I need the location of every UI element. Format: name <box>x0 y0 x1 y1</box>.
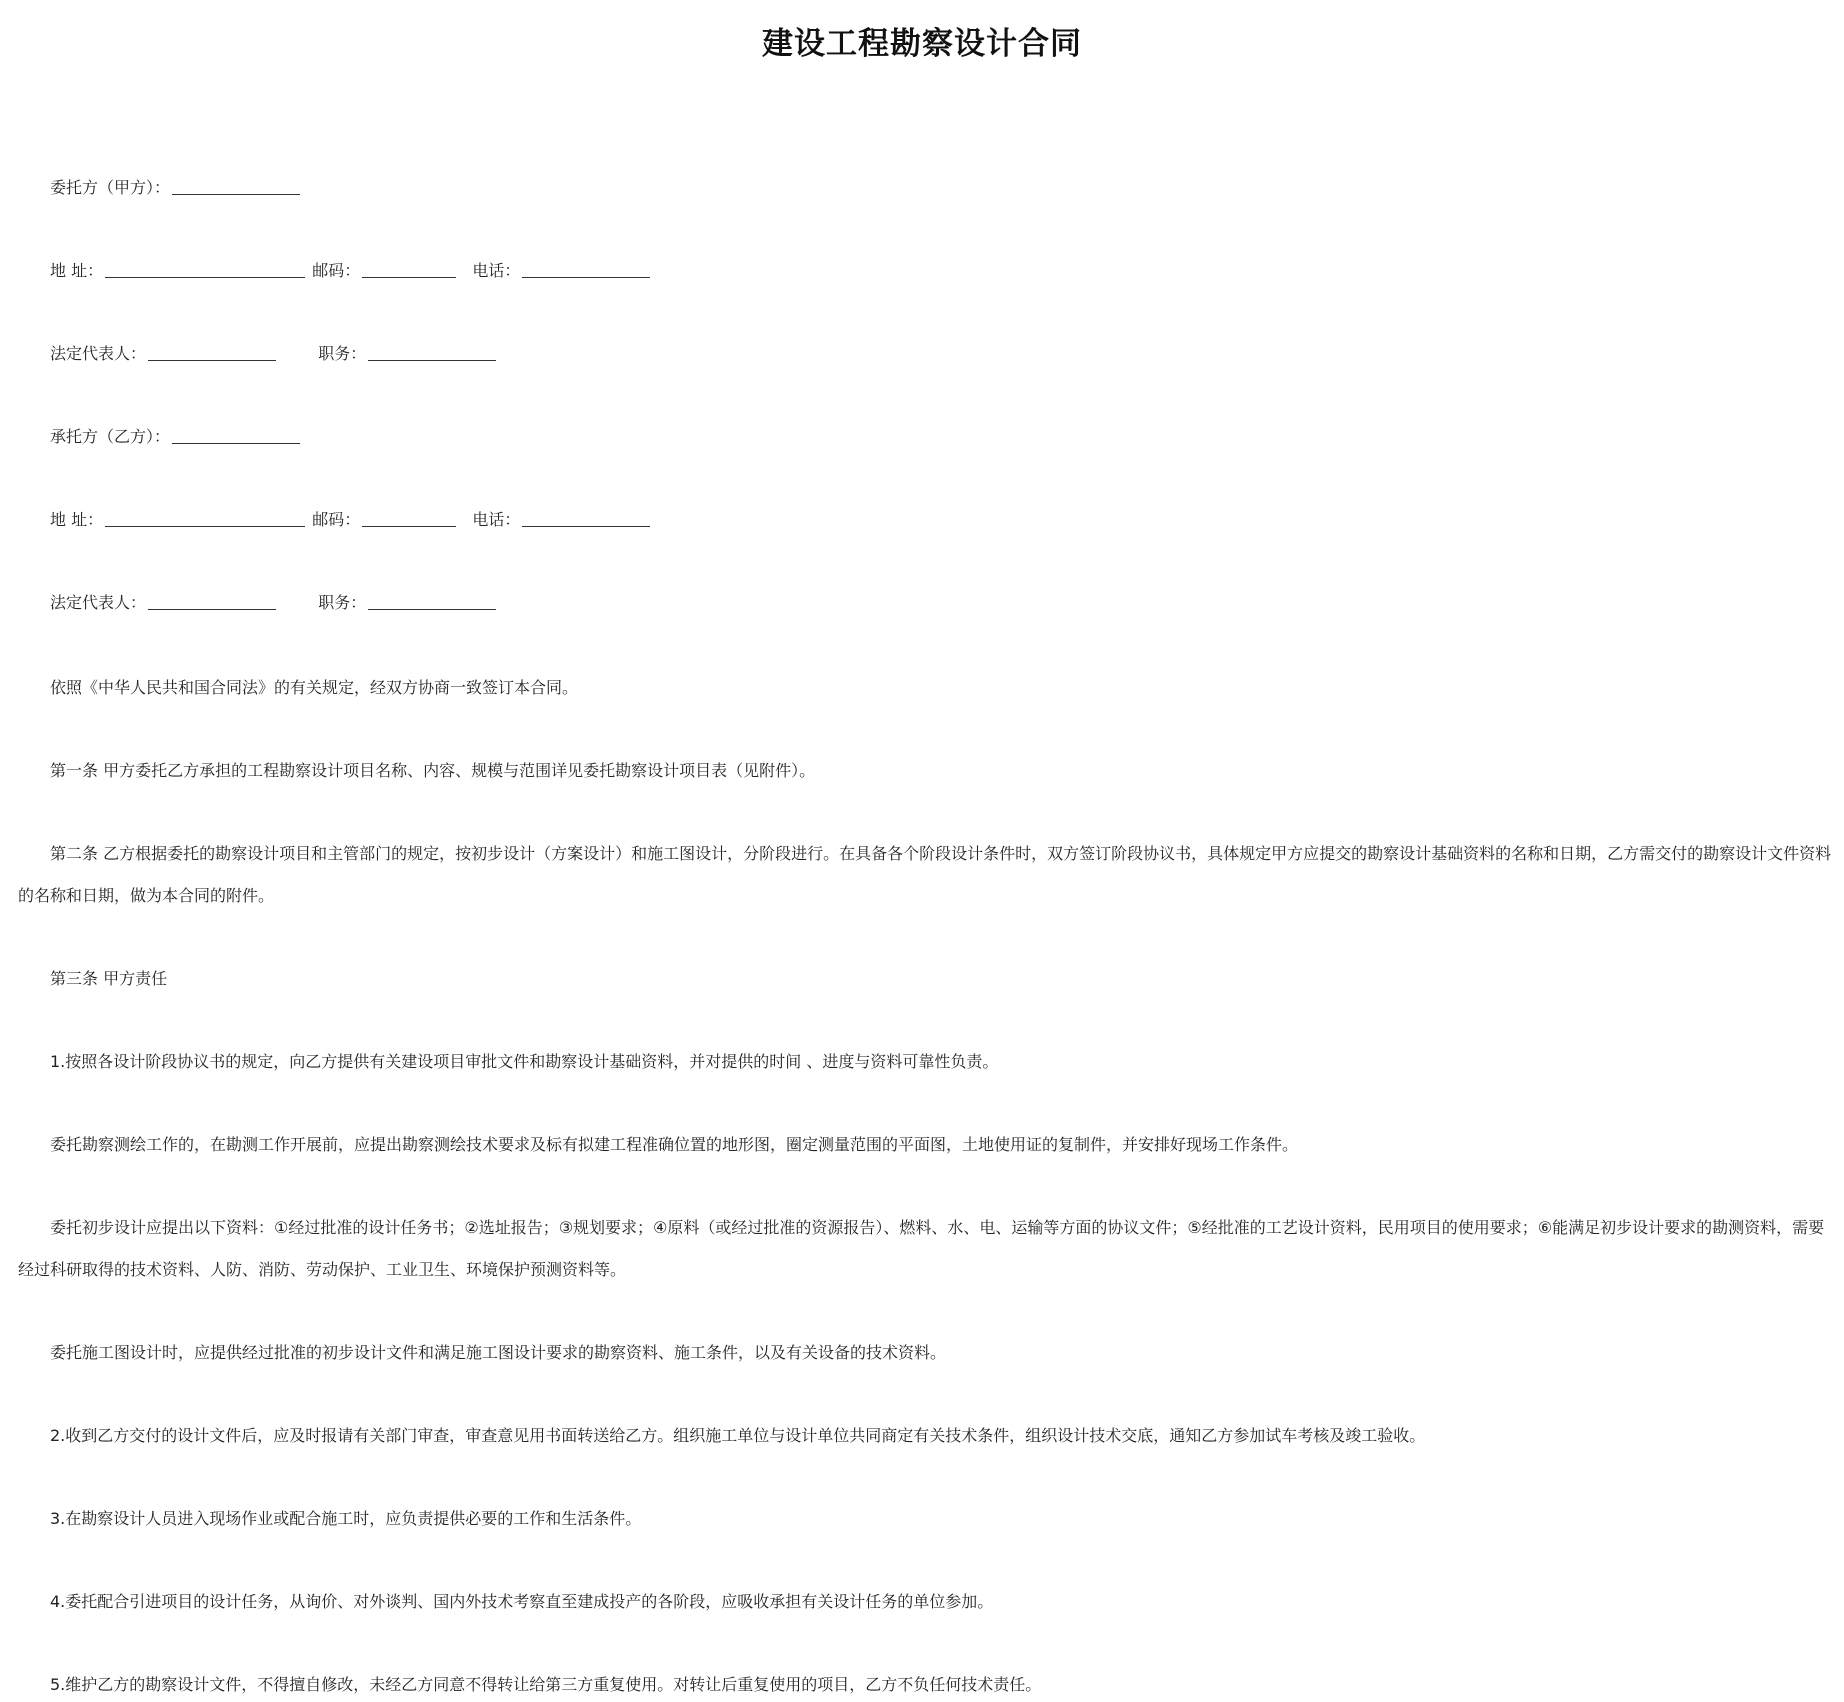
article-3-heading: 第三条 甲方责任 <box>50 969 168 988</box>
party-b-rep-label: 法定代表人： <box>50 593 147 612</box>
article-2-paragraph: 第二条 乙方根据委托的勘察设计项目和主管部门的规定，按初步设计（方案设计）和施工图设计，分阶段进行。在具备各个阶段设计条件时，双方签订阶段协议书，具体规定甲方应提交的勘察设计基础资料的名称和日期，乙方需交付的勘察设计文件资料的名称和日期，做为本合同的附件。 <box>18 844 1832 905</box>
party-a-rep-field[interactable] <box>148 344 276 361</box>
party-a-address-field[interactable] <box>105 261 305 278</box>
party-b-address-field[interactable] <box>105 510 305 527</box>
article-3-item-2: 2.收到乙方交付的设计文件后，应及时报请有关部门审查，审查意见用书面转送给乙方。组织施工单位与设计单位共同商定有关技术条件，组织设计技术交底，通知乙方参加试车考核及竣工验收。 <box>50 1426 1426 1445</box>
party-b-heading: 承托方（乙方）： <box>50 427 171 446</box>
party-a-heading: 委托方（甲方）： <box>50 178 171 197</box>
party-a-address-label: 地 址： <box>50 261 104 280</box>
party-b-position-label: 职务： <box>318 593 367 612</box>
party-b-rep-field[interactable] <box>148 593 276 610</box>
party-a-position-label: 职务： <box>318 344 367 363</box>
party-b-rep-line <box>50 593 498 613</box>
party-a-rep-label: 法定代表人： <box>50 344 147 363</box>
party-a-postcode-field[interactable] <box>362 261 456 278</box>
party-a-position-field[interactable] <box>368 344 496 361</box>
article-3-item-5: 5.维护乙方的勘察设计文件，不得擅自修改，未经乙方同意不得转让给第三方重复使用。对转让后重复使用的项目，乙方不负任何技术责任。 <box>50 1675 1042 1694</box>
party-b-postcode-field[interactable] <box>362 510 456 527</box>
article-3-item-1: 1.按照各设计阶段协议书的规定，向乙方提供有关建设项目审批文件和勘察设计基础资料，并对提供的时间 、进度与资料可靠性负责。 <box>50 1052 999 1071</box>
party-a-phone-field[interactable] <box>522 261 650 278</box>
party-b-address-label: 地 址： <box>50 510 104 529</box>
party-b-phone-field[interactable] <box>522 510 650 527</box>
party-b-heading-line <box>50 427 302 447</box>
party-b-phone-label: 电话： <box>472 510 521 529</box>
party-a-heading-line <box>50 178 302 198</box>
preliminary-design-paragraph: 委托初步设计应提出以下资料：①经过批准的设计任务书；②选址报告；③规划要求；④原料（或经过批准的资源报告）、燃料、水、电、运输等方面的协议文件；⑤经批准的工艺设计资料，民用项目的使用要求；⑥能满足初步设计要求的勘测资料，需要经过科研取得的技术资料、人防、消防、劳动保护、工业卫生、环境保护预测资料等。 <box>18 1218 1825 1279</box>
survey-paragraph: 委托勘察测绘工作的，在勘测工作开展前，应提出勘察测绘技术要求及标有拟建工程准确位置的地形图，圈定测量范围的平面图，土地使用证的复制件，并安排好现场工作条件。 <box>50 1135 1299 1154</box>
article-3-item-4: 4.委托配合引进项目的设计任务，从询价、对外谈判、国内外技术考察直至建成投产的各阶段，应吸收承担有关设计任务的单位参加。 <box>50 1592 994 1611</box>
article-3-item-3: 3.在勘察设计人员进入现场作业或配合施工时，应负责提供必要的工作和生活条件。 <box>50 1509 642 1528</box>
party-b-name-field[interactable] <box>172 427 300 444</box>
party-a-postcode-label: 邮码： <box>312 261 361 280</box>
party-b-address-line <box>50 510 652 530</box>
preamble-paragraph: 依照《中华人民共和国合同法》的有关规定，经双方协商一致签订本合同。 <box>50 678 579 697</box>
party-b-postcode-label: 邮码： <box>312 510 361 529</box>
party-a-phone-label: 电话： <box>472 261 521 280</box>
party-a-rep-line <box>50 344 498 364</box>
party-a-name-field[interactable] <box>172 178 300 195</box>
party-a-address-line <box>50 261 652 281</box>
construction-design-paragraph: 委托施工图设计时，应提供经过批准的初步设计文件和满足施工图设计要求的勘察资料、施工条件，以及有关设备的技术资料。 <box>50 1343 947 1362</box>
document-title: 建设工程勘察设计合同 <box>762 26 1082 62</box>
party-b-position-field[interactable] <box>368 593 496 610</box>
article-1-paragraph: 第一条 甲方委托乙方承担的工程勘察设计项目名称、内容、规模与范围详见委托勘察设计项目表（见附件）。 <box>50 761 816 780</box>
